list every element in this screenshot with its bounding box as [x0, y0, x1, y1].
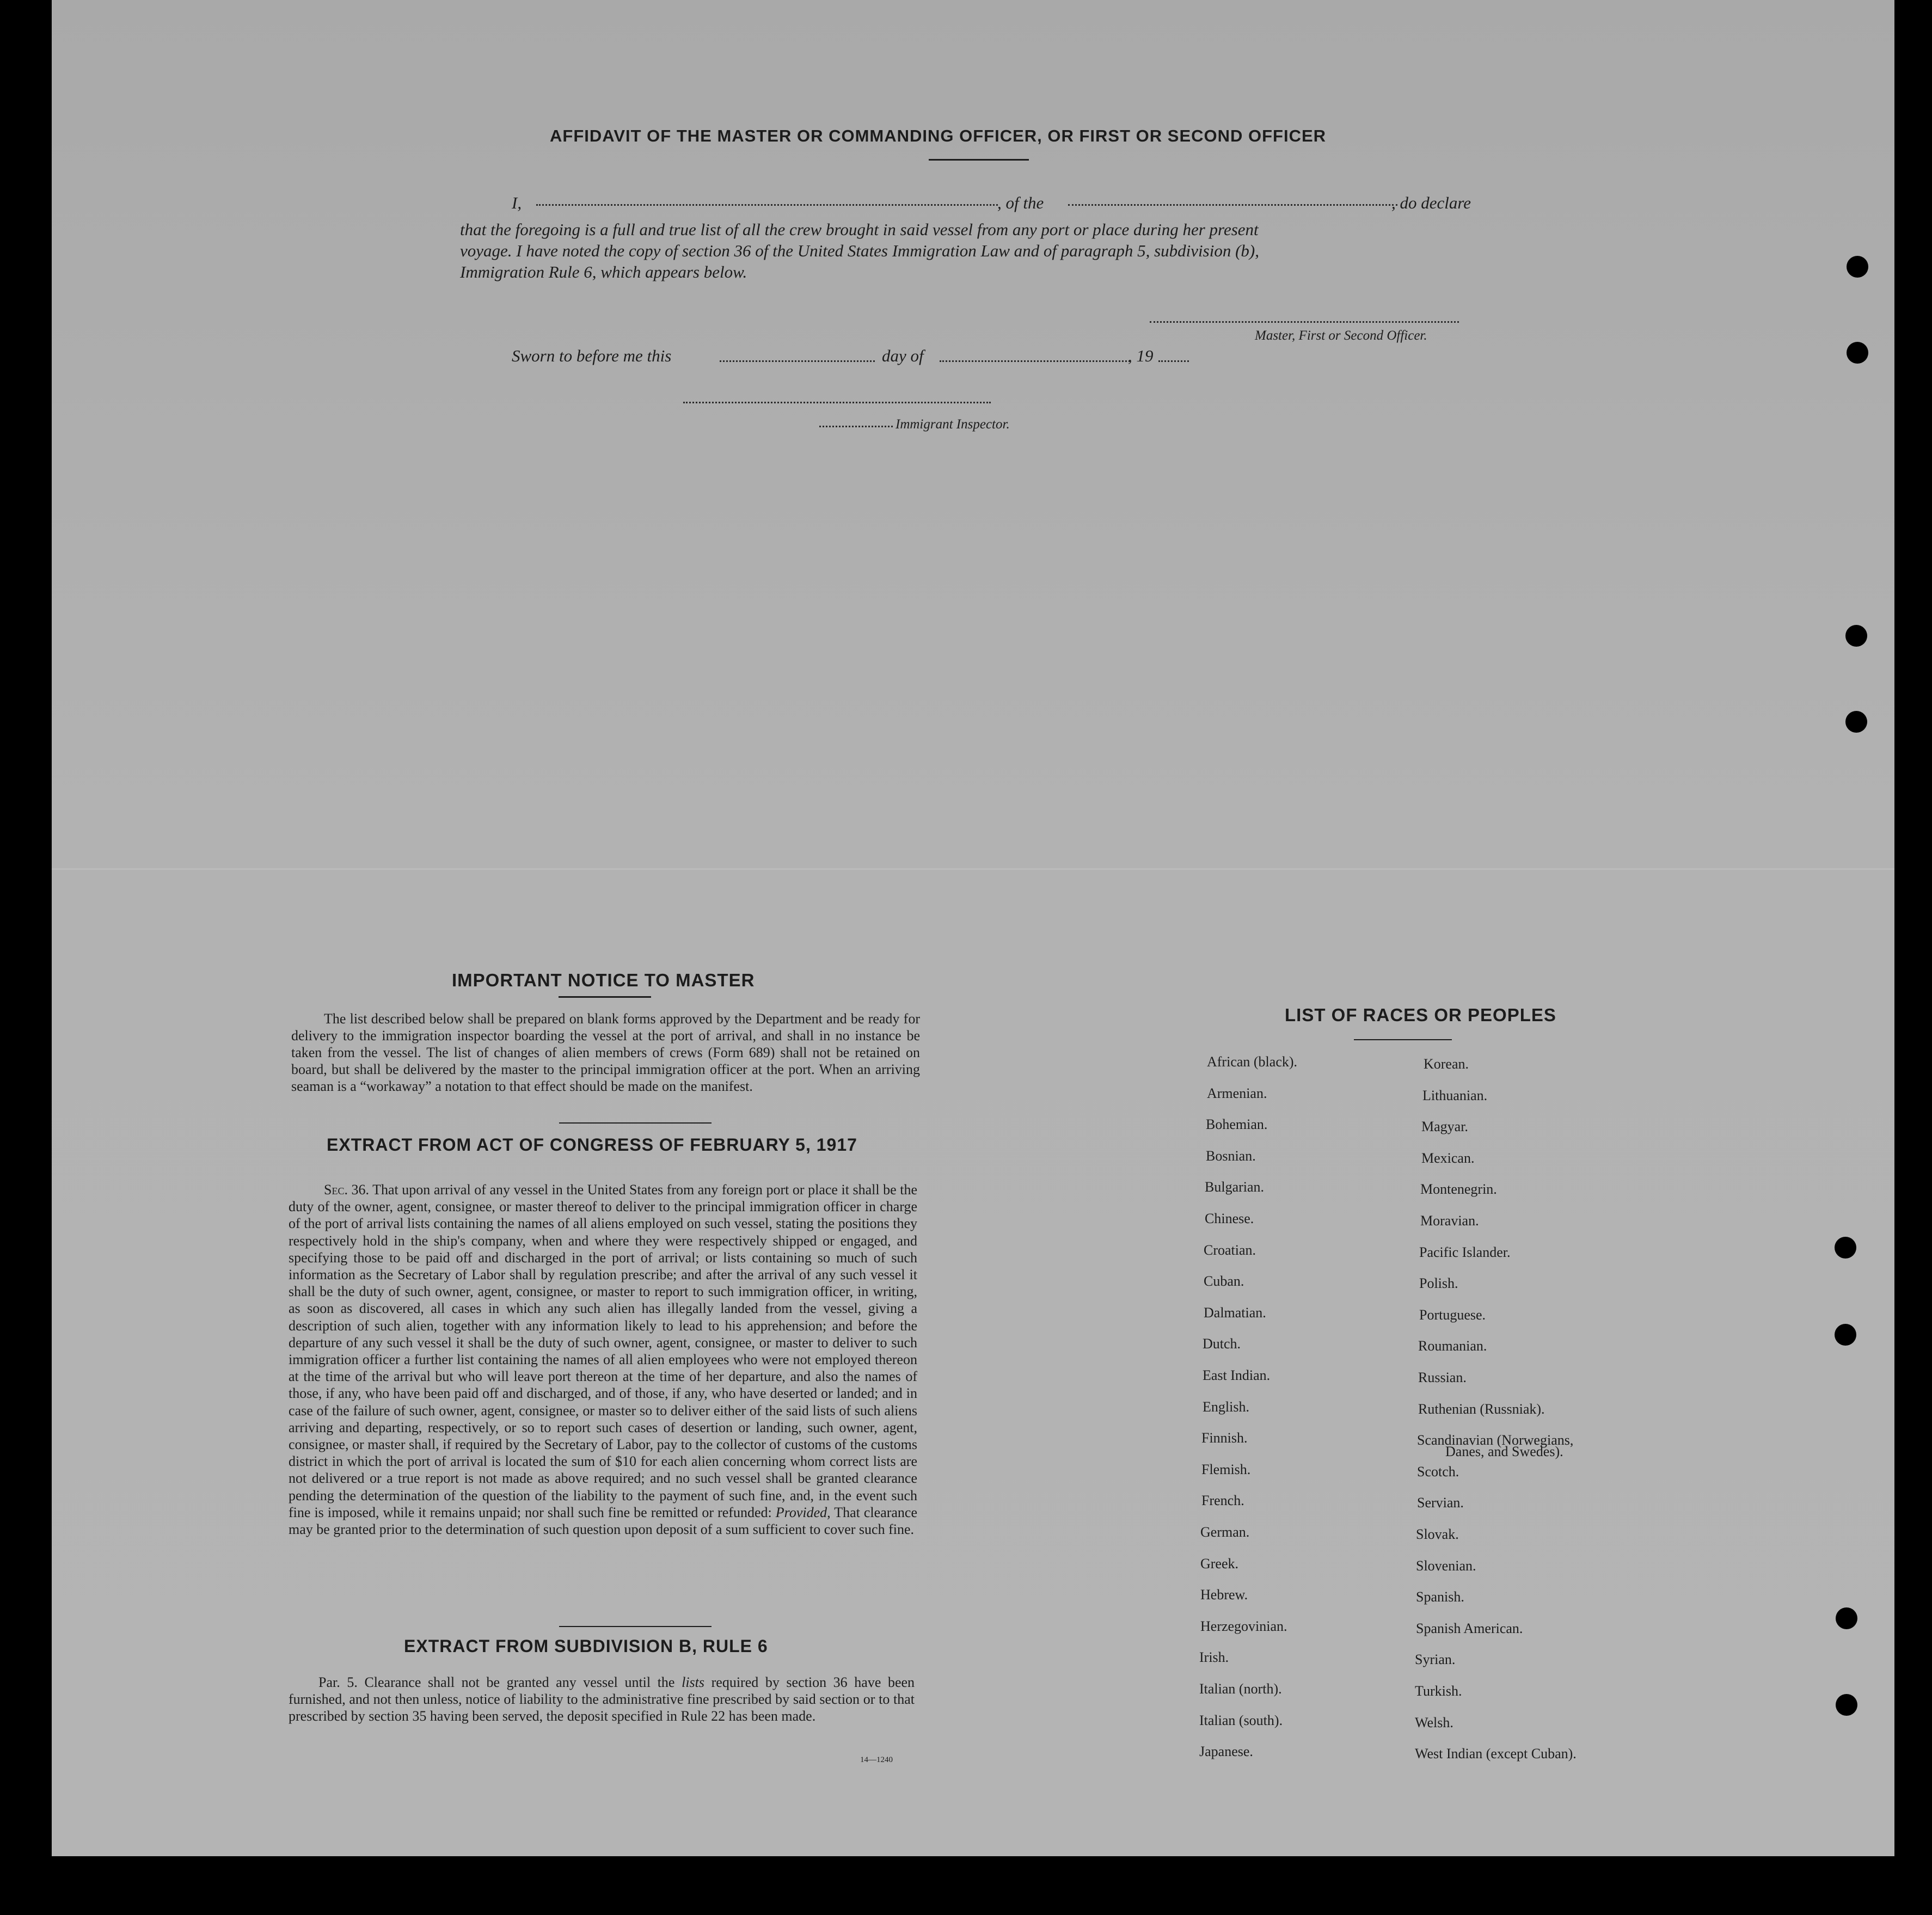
binder-hole [1845, 711, 1867, 733]
race-item: Servian. [1417, 1495, 1464, 1511]
title-underline [559, 996, 651, 998]
paragraph-text: Clearance shall not be granted any vessel until the [364, 1674, 675, 1690]
race-item: Ruthenian (Russniak). [1418, 1401, 1545, 1417]
of-the-label: , of the [997, 193, 1044, 212]
section-text: That upon arrival of any vessel in the United States from any foreign port or place it shall be the duty of the owner, agent, consignee, or master thereof to deliver to the principal immigration officer in charge of the port of arrival lists containing the names of all aliens employed on such vessel, stating the positions they respectively hold in the ship's company, when and where they were respectively shipped or engaged, and specifying those to be paid off and discharged in the port of arrival; or lists containing so much of such information as the Secretary of Labor shall by regulation prescribe; and after the arrival of any such vessel it shall be the duty of such owner, agent, consignee, or master to report to such immigration officer, in writing, as soon as discovered, all cases in which any such alien has illegally landed from the vessel, giving a description of such alien, together with any information likely to lead to his apprehension; and before the departure of any such vessel it shall be the duty of such owner, agent, consignee, or master to deliver to such immigration officer a further list containing the names of all alien employees who were not employed thereon at the time of the arrival but who will leave port thereon at the time of her departure, and also the names of those, if any, who have been paid off and discharged, and of those, if any, who have deserted or landed; and in case of the failure of such owner, agent, consignee, or master so to deliver either of the said lists of such aliens arriving and departing, respectively, or so to report such cases of desertion or landing, such owner, agent, consignee, or master shall, if required by the Secretary of Labor, pay to the collector of customs of the customs district in which the port of arrival is located the sum of $10 for each alien concerning whom correct lists are not delivered or a true report is not made as above required; and no such vessel shall be granted clearance pending the determination of the question of the liability to the payment of such fine, and, in the event such fine is imposed, while it remains unpaid; nor shall such fine be remitted or refunded: [289, 1182, 918, 1520]
binder-hole [1847, 256, 1868, 278]
inspector-signature-blank[interactable] [683, 402, 991, 403]
race-item: Roumanian. [1418, 1338, 1487, 1354]
sworn-month-blank[interactable] [940, 360, 1130, 362]
race-item: Spanish American. [1416, 1621, 1523, 1636]
race-item: Scandinavian (Norwegians, [1417, 1432, 1574, 1448]
act-extract-body [289, 1181, 917, 1538]
race-item: Spanish. [1416, 1589, 1464, 1605]
race-item: Chinese. [1205, 1211, 1254, 1226]
section-divider [559, 1122, 712, 1124]
master-signature-blank[interactable] [1150, 321, 1459, 323]
race-item: German. [1200, 1524, 1250, 1540]
race-item: Russian. [1418, 1370, 1467, 1385]
race-item: Slovak. [1416, 1526, 1459, 1542]
notice-body: The list described below shall be prepared on blank forms approved by the Department and be ready for delivery to the immigration inspector boarding the vessel at the port of arrival, and shall in no instance be taken from the vessel. The list of changes of alien members of crews (Form 689) shall not be retained on board, but shall be delivered by the master to the principal immigration officer at the port. When an arriving seaman is a “workaway” a notation to that effect should be made on the manifest. [291, 1011, 920, 1094]
race-item: Armenian. [1207, 1085, 1267, 1101]
race-item: Korean. [1424, 1056, 1469, 1072]
sworn-year-blank[interactable] [1158, 360, 1189, 362]
race-item: African (black). [1207, 1054, 1298, 1070]
race-item: Italian (south). [1199, 1713, 1283, 1728]
race-item: Bohemian. [1206, 1116, 1268, 1132]
binder-hole [1845, 625, 1867, 647]
section-label: Sec. 36. [324, 1182, 370, 1198]
race-item: Portuguese. [1419, 1307, 1486, 1323]
act-extract-title: EXTRACT FROM ACT OF CONGRESS OF FEBRUARY 5, 1917 [327, 1135, 857, 1155]
race-item: Polish. [1419, 1275, 1458, 1291]
rule-extract-body [289, 1674, 915, 1724]
rule-extract-title: EXTRACT FROM SUBDIVISION B, RULE 6 [404, 1636, 768, 1656]
race-item: Finnish. [1201, 1430, 1248, 1446]
title-underline [1354, 1039, 1452, 1040]
inspector-label: Immigrant Inspector. [896, 417, 1010, 432]
race-item: Scotch. [1417, 1464, 1459, 1480]
lists-word: lists [682, 1674, 705, 1690]
race-item: Hebrew. [1200, 1587, 1248, 1603]
race-item: Greek. [1200, 1556, 1239, 1572]
race-item: Dalmatian. [1204, 1305, 1266, 1321]
day-of-label: day of [882, 346, 924, 365]
race-item: East Indian. [1203, 1367, 1271, 1383]
year-label: , 19 [1128, 346, 1154, 365]
race-item: Lithuanian. [1422, 1088, 1488, 1103]
sworn-day-blank[interactable] [720, 360, 875, 362]
race-item: English. [1203, 1399, 1249, 1415]
race-item: Mexican. [1421, 1150, 1475, 1166]
race-item: Bosnian. [1206, 1148, 1256, 1164]
races-title: LIST OF RACES OR PEOPLES [1285, 1005, 1556, 1025]
race-item: Italian (north). [1199, 1681, 1282, 1697]
binder-hole [1836, 1607, 1857, 1629]
section-text-end: That clearance may be granted prior to the determination of such question upon deposit of a sum sufficient to cover such fine. [289, 1504, 918, 1538]
paragraph-text-end: required by section 36 have been furnished, and not then unless, notice of liability to the administrative fine prescribed by said section or to that prescribed by section 35 having been served, the deposit specified in Rule 22 has been made. [289, 1674, 915, 1724]
race-item: Turkish. [1415, 1683, 1462, 1699]
race-item: Bulgarian. [1205, 1179, 1265, 1195]
name-blank[interactable] [536, 204, 998, 206]
vessel-blank[interactable] [1068, 204, 1397, 206]
binder-hole [1836, 1694, 1857, 1716]
race-item: Flemish. [1201, 1462, 1251, 1477]
affidavit-title: AFFIDAVIT OF THE MASTER OR COMMANDING OFFICER, OR FIRST OR SECOND OFFICER [550, 126, 1327, 145]
binder-hole [1835, 1324, 1856, 1346]
race-item: Montenegrin. [1420, 1181, 1497, 1197]
paragraph-label: Par. 5. [318, 1674, 358, 1690]
fold-line [52, 868, 1894, 870]
section-divider [559, 1626, 712, 1627]
race-item: Welsh. [1415, 1715, 1453, 1730]
binder-hole [1835, 1237, 1856, 1259]
inspector-signature-lead [819, 426, 893, 427]
race-item: Pacific Islander. [1419, 1244, 1511, 1260]
race-item: Magyar. [1421, 1119, 1468, 1134]
affidavit-statement [460, 219, 1494, 283]
race-item: Japanese. [1199, 1744, 1253, 1759]
race-item: Moravian. [1420, 1213, 1479, 1229]
affidavit-line: voyage. I have noted the copy of section 36 of the United States Immigration Law and of paragraph 5, subdivision (b), [460, 241, 1259, 260]
form-number: 14—1240 [860, 1756, 893, 1764]
race-item: Dutch. [1203, 1336, 1241, 1352]
race-item: Slovenian. [1416, 1558, 1476, 1574]
notice-title: IMPORTANT NOTICE TO MASTER [452, 970, 755, 990]
title-underline [929, 159, 1029, 161]
race-item: Irish. [1199, 1649, 1229, 1665]
race-item: Herzegovinian. [1200, 1618, 1287, 1634]
binder-hole [1847, 342, 1868, 364]
master-signature-label: Master, First or Second Officer. [1255, 328, 1427, 343]
race-item: Croatian. [1204, 1242, 1256, 1258]
race-continuation: Danes, and Swedes). [1445, 1444, 1563, 1459]
race-item: Cuban. [1204, 1273, 1244, 1289]
affidavit-line: that the foregoing is a full and true list of all the crew brought in said vessel from any port or place during her present [460, 220, 1259, 239]
do-declare-label: , do declare [1391, 193, 1471, 212]
provided-word: Provided, [775, 1504, 831, 1520]
race-item: West Indian (except Cuban). [1415, 1746, 1577, 1761]
affidavit-line: Immigration Rule 6, which appears below. [460, 262, 747, 281]
sworn-label: Sworn to before me this [512, 346, 672, 365]
affidavit-i-label: I, [512, 193, 522, 212]
race-item: Syrian. [1415, 1652, 1456, 1667]
race-item: French. [1201, 1493, 1244, 1508]
